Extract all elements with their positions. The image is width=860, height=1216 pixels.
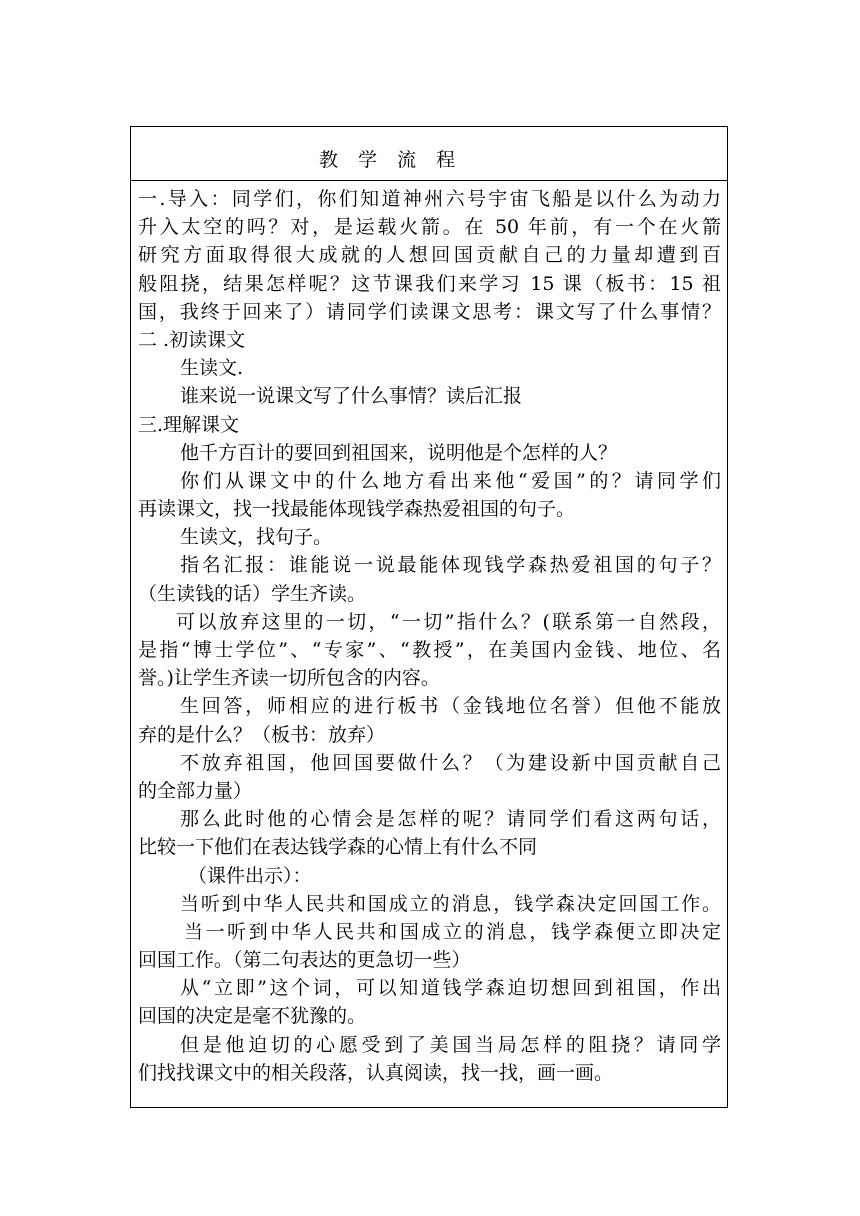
section-heading: 三.理解课文: [138, 413, 240, 436]
text-line: 生回答，师相应的进行板书（金钱地位名誉）但他不能放: [180, 695, 721, 718]
text-line: 的全部力量）: [138, 779, 253, 802]
text-line: 从“立即”这个词，可以知道钱学森迫切想回到祖国，作出: [180, 977, 721, 1000]
table-header-title: 教 学 流 程: [319, 149, 463, 171]
text-line: 指名汇报：谁能说一说最能体现钱学森热爱祖国的句子？: [180, 554, 721, 577]
section-heading: 二 .初读课文: [138, 328, 246, 351]
text-line: 是指“博士学位”、“专家”、“教授”，在美国内金钱、地位、名: [138, 639, 721, 661]
text-line: 谁来说一说课文写了什么事情？读后汇报: [180, 385, 523, 408]
text-line: 国，我终于回来了）请同学们读课文思考：课文写了什么事情？: [138, 300, 721, 323]
text-line: 再读课文，找一找最能体现钱学森热爱祖国的句子。: [138, 498, 576, 521]
text-line: 那么此时他的心情会是怎样的呢？请同学们看这两句话，: [180, 808, 721, 831]
text-line: 研究方面取得很大成就的人想回国贡献自己的力量却遭到百: [138, 244, 721, 267]
text-line: 回国工作。（第二句表达的更急切一些）: [138, 949, 471, 972]
table-body-cell: [131, 181, 727, 1087]
text-line: 可以放弃这里的一切，“一切”指什么？(联系第一自然段，: [176, 610, 721, 633]
text-line: 回国的决定是毫不犹豫的。: [138, 1005, 367, 1028]
text-line: 当听到中华人民共和国成立的消息，钱学森决定回国工作。: [180, 892, 721, 915]
table-header-row: [131, 127, 727, 181]
text-line: 誉。)让学生齐读一切所包含的内容。: [138, 667, 440, 690]
text-line: 弃的是什么？（板书：放弃）: [138, 723, 386, 746]
text-line: （生读钱的话）学生齐读。: [138, 582, 367, 605]
text-line: 一.导入：同学们，你们知道神州六号宇宙飞船是以什么为动力: [138, 188, 721, 210]
text-line: 生读文，找句子。: [180, 526, 333, 549]
text-line: 升入太空的吗？对，是运载火箭。在 50 年前，有一个在火箭: [138, 216, 721, 239]
text-line: 他千方百计的要回到祖国来，说明他是个怎样的人？: [180, 441, 618, 464]
text-line: 比较一下他们在表达钱学森的心情上有什么不同: [138, 836, 538, 859]
text-line: 般阻挠，结果怎样呢？这节课我们来学习 15 课（板书：15 祖: [138, 272, 721, 295]
text-line: 们找找课文中的相关段落，认真阅读，找一找，画一画。: [138, 1061, 614, 1084]
text-line: 当一听到中华人民共和国成立的消息，钱学森便立即决定: [184, 920, 721, 943]
text-line: 生读文.: [180, 357, 244, 380]
text-line: 不放弃祖国，他回国要做什么？（为建设新中国贡献自己: [180, 751, 721, 774]
text-line: 但是他迫切的心愿受到了美国当局怎样的阻挠？请同学: [180, 1033, 721, 1056]
text-line: （课件出示）：: [188, 864, 312, 887]
lesson-flow-table: [130, 126, 728, 1108]
text-line: 你们从课文中的什么地方看出来他“爱国”的？请同学们: [180, 469, 721, 492]
